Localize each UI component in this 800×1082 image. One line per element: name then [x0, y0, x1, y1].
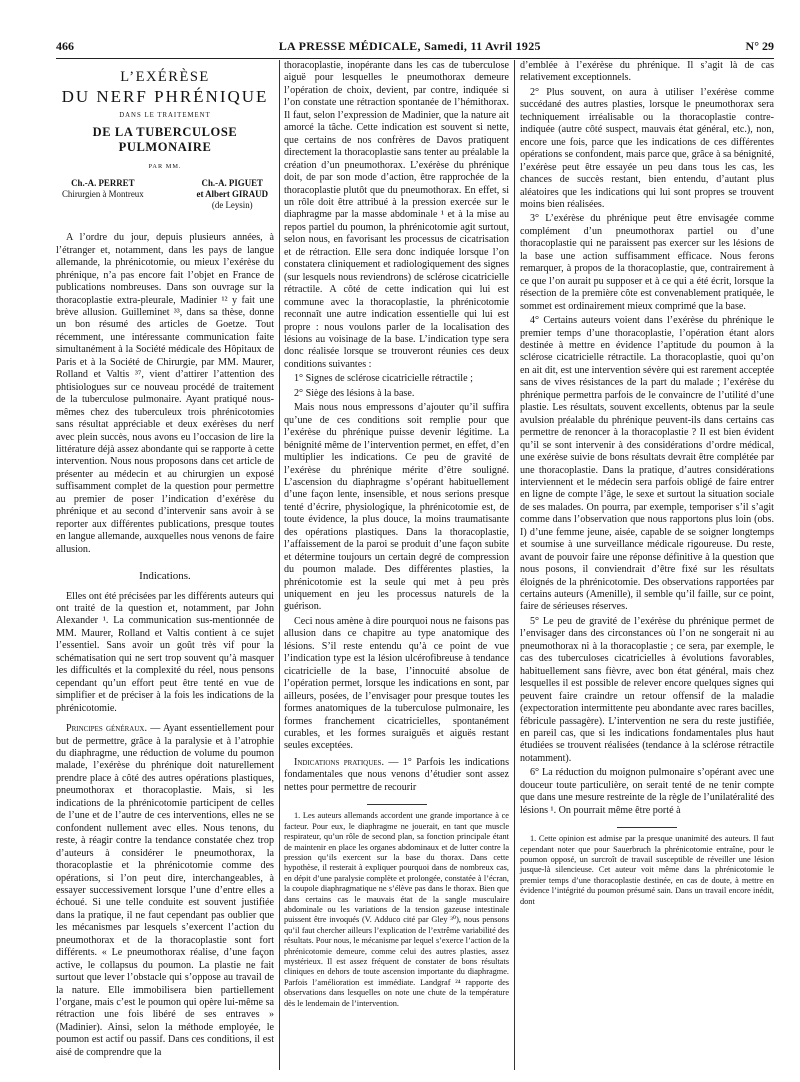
- paragraph: 4° Certains auteurs voient dans l’exérèse du phrénique le premier temps d’une thoracoplastie, l’opération étant alors destinée à mettre en évidence l’aptitude du poumon à la sclérose cicatricielle rétractile. La thoracoplastie, quoi qu’on en ait dit, est une intervention sévère qui est rarement acceptée sans de vives résistances de la part du malade ; l’exérèse du phrénique permettra parfois de le convaincre de l’utilité d’une plastie. Les résultats, souvent excellents, obtenus par la seule avulsion préalable du phrénique peuvent-ils dans certains cas permettre de renoncer à la thoracoplastie ? Il est bien évident qu’il se sont intervenir à des considérations d’ordre médical, une exérèse suivie de bons résultats devrait être complétée par une thoracoplastie. Dans la pratique, d’autres considérations interviennent et le médecin sera parfois obligé de faire entrer en ligne de compte l’âge, le sexe et surtout la situation sociale de ses malades. On pourra, par exemple, temporiser s’il s’agit comme dans l’observation que nous rapportons plus loin (obs. I) d’une femme jeune, aisée, capable de se soigner longtemps et soumise à une surveillance médicale rigoureuse. Du reste, avant de pouvoir faire une réponse définitive à la question que nous posons, il conviendrait d’être fixé sur les résultats éloignés de la phrénicotomie. Des observations rapportées par certains auteurs (Amenille), il semble qu’il faille, sur ce point, faire de sérieuses réserves.: [520, 315, 774, 613]
- paragraph: 5° Le peu de gravité de l’exérèse du phrénique permet de l’envisager dans des circonstances où l’on ne songerait ni au pneumothorax ni à la thoracoplastie ; ce sera, par exemple, le cas des tuberculoses cicatricielles à évolutions favorables, habituellement sans fièvre, avec bon état général, mais chez lesquelles il est possible de relever encore quelques signes qui peuvent faire craindre un retour offensif de la maladie (expectoration intermittente peu abondante avec rares bacilles, fébricule passagère). L’intervention ne sera du reste justifiée, en pareil cas, que si les indications fondamentales plus haut étudiées se trouvent réalisées (tendance à la sclérose rétractile notamment).: [520, 615, 774, 764]
- journal-title: LA PRESSE MÉDICALE, Samedi, 11 Avril 1925: [278, 39, 541, 53]
- paragraph: 3° L’exérèse du phrénique peut être envisagée comme complément d’un pneumothorax partiel ou d’une thoracoplastie qui ne paraissent pas exercer sur les lésions de la base une action suffisamment efficace. Nous ferons remarquer, à propos de la thoracoplastie, que, contrairement à ce que l’on aurait pu supposer et à ce qui a été écrit, lorsque la résection de la première côte est convenablement pratiquée, le sommet est ordinairement mieux comprimé que la base.: [520, 213, 774, 312]
- page-number: 466: [56, 39, 74, 53]
- author-1-name: Ch.-A. PERRET: [71, 177, 135, 188]
- byline-par-mm: PAR MM.: [148, 163, 182, 171]
- paragraph: [56, 723, 274, 1059]
- author-2: [197, 178, 268, 210]
- footnote: 1. Les auteurs allemands accordent une grande importance à ce facteur. Pour eux, le diaphragme ne jouerait, en tant que muscle respirateur, qu’un rôle de second plan, sa fonction principale étant de maintenir en place les organes abdominaux et de lutter contre la pression qu’ils exercent sur la base du thorax. Dans cette hypothèse, il resterait à expliquer pourquoi dans de nombreux cas, en dépit d’une paralysie complète et prolongée, constatée à l’écran, la coupole diaphragmatique ne s’élève pas dans le thorax. Bien que dans certains cas le mauvais état de la sangle musculaire abdominale ou les variations de la tension gazeuse intestinale puissent être invoqués (V. Adduco cité par Gley ³⁰), nous pensons qu’il faut chercher ailleurs l’explication de l’extrême variabilité des résultats. Pour nous, le mécanisme par lequel s’exerce l’action de la phrénicotomie demeure, comme celui des autres plasties, assez mystérieux. Il est assez fréquent de constater de bons résultats cliniques en dehors de toute ascension importante du diaphragme. Parfois l’amélioration est immédiate. Landgraf ²⁴ rapporte des observations dans lesquelles on note une chute de la température dès le lendemain de l’intervention.: [284, 811, 509, 1008]
- page-header: [56, 30, 774, 59]
- paragraph: [284, 757, 509, 794]
- authors: [62, 178, 268, 210]
- author-3-name: et Albert GIRAUD: [196, 188, 268, 199]
- author-2-name: Ch.-A. PIGUET: [201, 177, 263, 188]
- footnotes: [284, 811, 509, 1009]
- article-title-line2: DU NERF PHRÉNIQUE: [61, 87, 269, 106]
- list-item: 2° Siège des lésions à la base.: [294, 387, 415, 399]
- column-1: [56, 60, 274, 1061]
- run-in-heading: Principes généraux.: [66, 723, 147, 735]
- column-3: [520, 60, 774, 907]
- article-title-line4: DE LA TUBERCULOSE PULMONAIRE: [92, 125, 238, 155]
- paragraph: thoracoplastie, inopérante dans les cas de tuberculose aiguë pour lesquelles le pneumothorax demeure l’opération de choix, devient, par contre, indiquée si l’on constate une rétraction spontanée de l’hémithorax. Il faut, selon l’expression de Madinier, que la nature ait amorcé la tâche. Cette indication est souvent si nette, que certains de nos confrères de Davos pratiquent directement la thoracoplastie sans tenter au préalable la création d’un pneumothorax. L’exérèse du phrénique doit, de par son mode d’action, être rapprochée de la thoracoplastie plutôt que du pneumothorax. En effet, si un rôle doit être attribué à la pression exercée sur le diaphragme par la masse abdominale ¹ et à la mise au repos partiel du poumon, la phrénicotomie agit surtout, selon nous, en favorisant les processus de cicatrisation et de rétraction. Elle sera donc indiquée lorsque l’on constatera cliniquement et radiologiquement des signes (sur lesquels nous reviendrons) de sclérose cicatricielle rétractile. A côté de cette indication qui lui est commune avec la thoracoplastie, la phrénicotomie reconnaît une autre indication essentielle qui lui est propre : nous voulons parler de la localisation des lésions au voisinage de la base. L’indication type sera donc réalisée lorsque se trouveront réunies ces deux conditions suivantes :: [284, 60, 509, 370]
- column-divider: [279, 60, 280, 1070]
- column-divider: [514, 60, 515, 1070]
- paragraph: A l’ordre du jour, depuis plusieurs années, à l’étranger et, notamment, dans les pays de langue allemande, la phrénicotomie, ou mieux l’exérèse du phrénique, n’a pas encore fait l’objet en France de publications nombreuses. Dans son ouvrage sur la thoracoplastie extra-pleurale, Madinier ¹² y fait une brève allusion. Guilleminet ³³, dans sa thèse, donne un bon résumé des articles de Goetze. Tout récemment, une intéressante communication faite simultanément à la Société médicale des Hôpitaux de Paris et à la Société de Chirurgie, par MM. Maurer, Rolland et Valtis ³⁷, vient d’attirer l’attention des phtisiologues sur ce nouveau procédé de traitement de la tuberculose pulmonaire. Ayant pratiqué nous-mêmes chez des tuberculeux trois phrénicotomies sans résultat appréciable et deux exérèses du nerf avec plein succès, nous avons eu l’occasion de lire la littérature déjà assez abondante qui se rapporte à cette intervention. Nous nous proposons dans cet article de présenter au médecin et au chirurgien un exposé suffisamment complet de la question pour permettre au premier de poser l’indication d’exérèse du phrénique et au second d’intervenir sans avoir à se reporter aux différentes publications, presque toutes en langue allemande, auxquelles nous venons de faire allusion.: [56, 232, 274, 555]
- author-1-place: Chirurgien à Montreux: [62, 188, 144, 199]
- article-title-line1: L’EXÉRÈSE: [120, 69, 210, 85]
- paragraph: d’emblée à l’exérèse du phrénique. Il s’agit là de cas relativement exceptionnels.: [520, 60, 774, 84]
- paragraph: Elles ont été précisées par les différents auteurs qui ont traité de la question et, notamment, par John Alexander ¹. La communication sus-mentionnée de MM. Maurer, Rolland et Valtis contient à ce sujet l’essentiel. Sans avoir un goût très vif pour la schématisation qui ne sert trop souvent qu’à masquer les difficultés et la complexité du réel, nous pensons cependant qu’un effort peut être tenté en vue de simplifier et de préciser à la fois les indications de la phrénicotomie.: [56, 590, 274, 714]
- author-1: [62, 178, 144, 210]
- footnote-divider: [617, 827, 677, 828]
- article-title-line3: DANS LE TRAITEMENT: [119, 112, 211, 119]
- paragraph: 2° Plus souvent, on aura à utiliser l’exérèse comme succédané des autres plasties, lorsque le pneumothorax sera techniquement irréalisable ou la thoracoplastie contre-indiquée (autre côté suspect, mauvais état général, etc.), non, encore une fois, parce que les indications de ces différentes opérations se confondent, mais parce que, grâce à sa bénignité, l’exérèse peut être essayée un peu dans tous les cas, les chances de succès restant, bien entendu, d’autant plus aléatoires que les indications qui lui sont propres se trouvent moins bien réalisées.: [520, 86, 774, 210]
- paragraph: 6° La réduction du moignon pulmonaire s’opérant avec une douceur toute particulière, on serait tenté de ne tenir compte que dans une mesure restreinte de la règle de l’unilatéralité des lésions ¹. On pourrait même être porté à: [520, 767, 774, 816]
- footnote: 1. Cette opinion est admise par la presque unanimité des auteurs. Il faut cependant noter que pour Sauerbruch la phrénicotomie entraîne, pour le poumon opposé, un surcroît de travail susceptible de réveiller une lésion jusque-là silencieuse. Cet auteur voit même dans la phrénicotomie le premier temps d’une thoracoplastie destinée, en cas de doute, à mettre en évidence l’intégrité du poumon présumé sain. Dans un travail encore inédit, dont: [520, 834, 774, 906]
- author-2-place: (de Leysin): [211, 199, 253, 210]
- run-in-heading: Indications pratiques.: [294, 756, 384, 768]
- footnote-divider: [367, 804, 427, 805]
- section-heading: Indications.: [139, 570, 191, 583]
- paragraph: Ceci nous amène à dire pourquoi nous ne faisons pas allusion dans ce chapitre au type anatomique des lésions. S’il reste entendu qu’à ce point de vue l’indication type est la lésion ulcérofibreuse à tendance cicatricielle de la base, l’innocuité absolue de l’opération permet, lorsque les indications en sont, par ailleurs, posées, de l’envisager pour presque toutes les formes anatomiques de la tuberculose pulmonaire, les formes franchement cicatricielles, spontanément curables, et les formes suraiguës et aiguës restant seules exceptées.: [284, 615, 509, 752]
- column-2: [284, 60, 509, 1009]
- paragraph: Mais nous nous empressons d’ajouter qu’il suffira qu’une de ces conditions soit remplie pour que l’exérèse du phrénique puisse devenir légitime. La bénignité même de l’intervention permet, en effet, d’en multiplier les indications. Ce peu de gravité de l’exérèse du phrénique mérite d’être souligné. L’ascension du diaphragme s’opérant habituellement d’une façon lente, insensible, et nous serions presque tenté d’écrire, physiologique, la phrénicotomie est, de toute évidence, la plus douce, la moins traumatisante des opérations plastiques. Dans la thoracoplastie, l’affaissement de la paroi se produit d’une façon subite et détermine toujours un certain degré de compression du poumon malade. Des différentes plasties, la phrénicotomie est la seule qui met à peu près uniquement en jeu les processus naturels de la guérison.: [284, 402, 509, 613]
- footnotes: [520, 834, 774, 907]
- issue-number: N° 29: [745, 39, 774, 53]
- paragraph-text: — Ayant essentiellement pour but de permettre, grâce à la paralysie et à l’atrophie du diaphragme, une réduction de volume du poumon malade, l’exérèse du phrénique doit naturellement prendre place à côté des autres opérations plastiques, pneumothorax et thoracoplastie. Mais, si les indications de la phrénicotomie participent de celles de l’une et de l’autre de ces interventions, elles ne se confondent nullement avec elles. Nous tenons, du reste, à réagir contre la tendance constatée chez trop d’auteurs à considérer le pneumothorax, la thoracoplastie et la phrénicotomie comme des opérations, si l’on peut dire, interchangeables, à essayer successivement lorsque l’une d’entre elles a échoué. Si une telle conduite est souvent justifiée dans la pratique, il ne faut cependant pas oublier que les mécanismes par lesquels s’exercent l’action du pneumothorax et de la thoracoplastie sont fort différents. « Le pneumothorax réalise, d’une façon active, le collapsus du poumon. La plastie ne fait surtout que lever l’obstacle qui s’oppose au travail de la nature. Elle immobilisera bien partiellement l’organe, mais c’est le poumon qui opère lui-même sa rétraction une fois libéré de ses entraves » (Madinier). Ainsi, selon la méthode employée, le poumon est actif ou passif. Dans ces conditions, il est aisé de comprendre que la: [56, 723, 274, 1058]
- list-item: 1° Signes de sclérose cicatricielle rétractile ;: [294, 373, 473, 385]
- paragraph-text: — 1° Parfois les indications fondamentales que nous venons d’étudier sont assez nettes pour permettre de recourir: [284, 756, 509, 793]
